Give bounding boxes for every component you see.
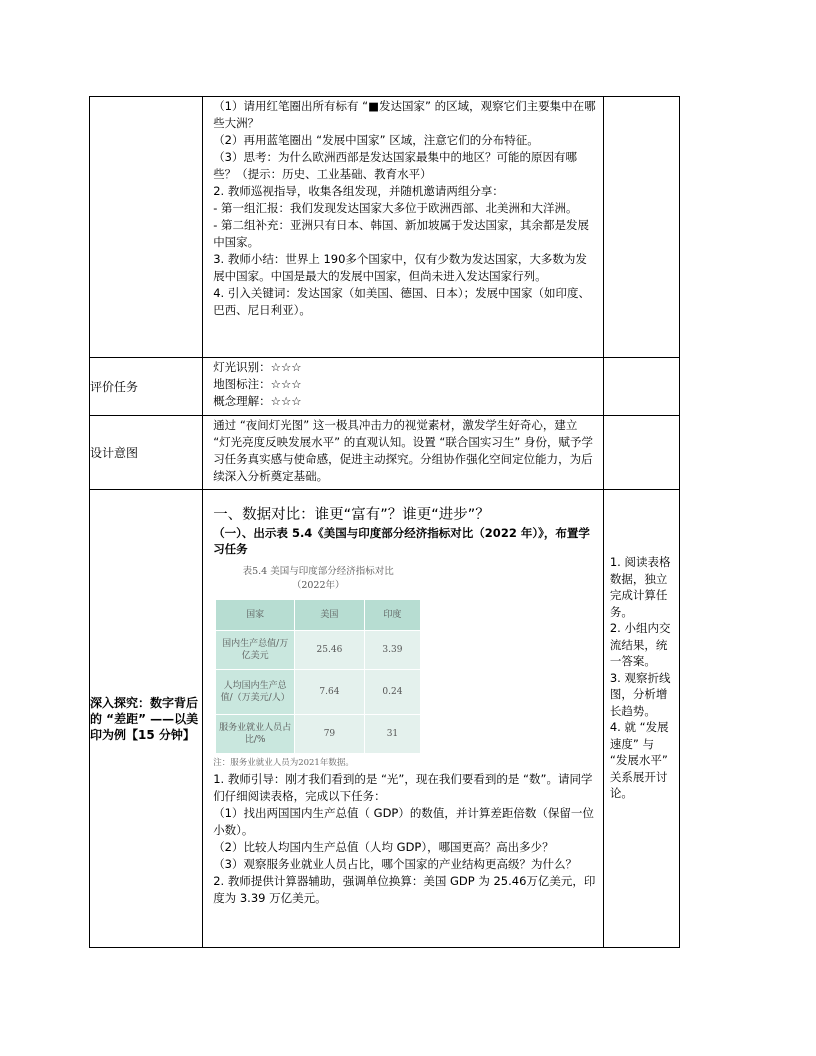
activity-label-cell <box>90 97 203 358</box>
figure-header-cell: 印度 <box>364 600 421 631</box>
figure-cell-india: 0.24 <box>364 670 421 715</box>
design-intent-row <box>90 416 680 490</box>
figure-header-row <box>216 600 421 631</box>
student-activity-cell <box>603 490 679 948</box>
activity-step: （3）思考：为什么欧洲西部是发达国家最集中的地区？可能的原因有哪些？（提示：历史、工业基础、教育水平） <box>213 150 578 181</box>
figure-data-row <box>216 631 421 670</box>
figure-cell-us: 7.64 <box>295 670 364 715</box>
activity-step: （1）请用红笔圈出所有标有 “■发达国家” 的区域，观察它们主要集中在哪些大洲？ <box>213 99 596 130</box>
economic-indicator-table <box>215 599 421 754</box>
design-intent-side-cell <box>603 416 679 490</box>
design-intent-label: 设计意图 <box>90 416 203 490</box>
student-activity-item: 3. 观察折线图，分析增长趋势。 <box>609 670 671 718</box>
inquiry-step: （1）找出两国国内生产总值（ GDP）的数值，并计算差距倍数（保留一位小数）。 <box>213 806 594 837</box>
textbook-table-figure <box>213 565 423 769</box>
inquiry-step: 1. 教师引导：刚才我们看到的是 “光”，现在我们要看到的是 “数”。请同学们仔细阅读表格，完成以下任务： <box>213 772 593 803</box>
activity-content-cell <box>203 97 604 358</box>
design-intent-text: 通过 “夜间灯光图” 这一极具冲击力的视觉素材，激发学生好奇心，建立 “灯光亮度反映发展水平” 的直观认知。设置 “联合国实习生” 身份，赋予学习任务真实感与使命感，促进主动探究。分组协作强化空间定位能力，为后续深入分析奠定基础。 <box>213 418 593 483</box>
inquiry-step: （2）比较人均国内生产总值（人均 GDP），哪国更高？高出多少？ <box>213 840 554 854</box>
section-heading: 一、数据对比：谁更“富有”？谁更“进步”？ <box>213 507 490 523</box>
activity-step: （2）再用蓝笔圈出 “发展中国家” 区域，注意它们的分布特征。 <box>213 133 539 147</box>
figure-note: 注：服务业就业人员为2021年数据。 <box>213 758 354 768</box>
inquiry-row <box>90 490 680 948</box>
inquiry-step: 2. 教师提供计算器辅助，强调单位换算：美国 GDP 为 25.46万亿美元，印度为 3.39 万亿美元。 <box>213 874 596 905</box>
evaluation-item: 地图标注：☆☆☆ <box>213 377 302 391</box>
inquiry-content-cell <box>203 490 604 948</box>
figure-data-row <box>216 670 421 715</box>
lesson-plan-table <box>89 96 680 948</box>
figure-year: （2022年） <box>291 580 345 591</box>
evaluation-item: 灯光识别：☆☆☆ <box>213 360 302 374</box>
student-activity-item: 1. 阅读表格数据，独立完成计算任务。 <box>609 555 671 619</box>
activity-step: 2. 教师巡视指导，收集各组发现，并随机邀请两组分享： <box>213 184 504 198</box>
activity-row <box>90 97 680 358</box>
figure-cell-us: 25.46 <box>295 631 364 670</box>
inquiry-step: （3）观察服务业就业人员占比，哪个国家的产业结构更高级？为什么？ <box>213 857 578 871</box>
figure-data-row <box>216 715 421 754</box>
figure-cell-india: 31 <box>364 715 421 754</box>
activity-step: - 第二组补充：亚洲只有日本、韩国、新加坡属于发达国家，其余都是发展中国家。 <box>213 218 589 249</box>
activity-step: 4. 引入关键词：发达国家（如美国、德国、日本）；发展中国家（如印度、巴西、尼日利亚）。 <box>213 286 591 317</box>
student-activity-item: 2. 小组内交流结果，统一答案。 <box>609 621 671 668</box>
figure-cell-india: 3.39 <box>364 631 421 670</box>
figure-header-cell: 美国 <box>295 600 364 631</box>
activity-side-cell <box>603 97 679 358</box>
figure-row-label: 国内生产总值/万亿美元 <box>216 631 295 670</box>
activity-step: - 第一组汇报：我们发现发达国家大多位于欧洲西部、北美洲和大洋洲。 <box>213 201 578 215</box>
lesson-plan-page <box>89 96 680 948</box>
figure-cell-us: 79 <box>295 715 364 754</box>
evaluation-content-cell <box>203 358 604 416</box>
evaluation-side-cell <box>603 358 679 416</box>
figure-row-label: 人均国内生产总值/（万美元/人） <box>216 670 295 715</box>
evaluation-label: 评价任务 <box>90 358 203 416</box>
figure-title: 表5.4 美国与印度部分经济指标对比 <box>242 566 394 577</box>
inquiry-label: 深入探究：数字背后的 “差距” ——以美印为例【15 分钟】 <box>90 490 203 948</box>
student-activity-item: 4. 就 “发展速度” 与 “发展水平” 关系展开讨论。 <box>609 720 669 800</box>
section-subheading: （一）、出示表 5.4《美国与印度部分经济指标对比（2022 年）》，布置学习任务 <box>213 526 590 556</box>
figure-row-label: 服务业就业人员占比/% <box>216 715 295 754</box>
figure-header-cell: 国家 <box>216 600 295 631</box>
activity-step: 3. 教师小结：世界上 190多个国家中，仅有少数为发达国家，大多数为发展中国家。中国是最大的发展中国家，但尚未进入发达国家行列。 <box>213 252 587 283</box>
design-intent-content-cell <box>203 416 604 490</box>
evaluation-row <box>90 358 680 416</box>
evaluation-item: 概念理解：☆☆☆ <box>213 394 302 408</box>
